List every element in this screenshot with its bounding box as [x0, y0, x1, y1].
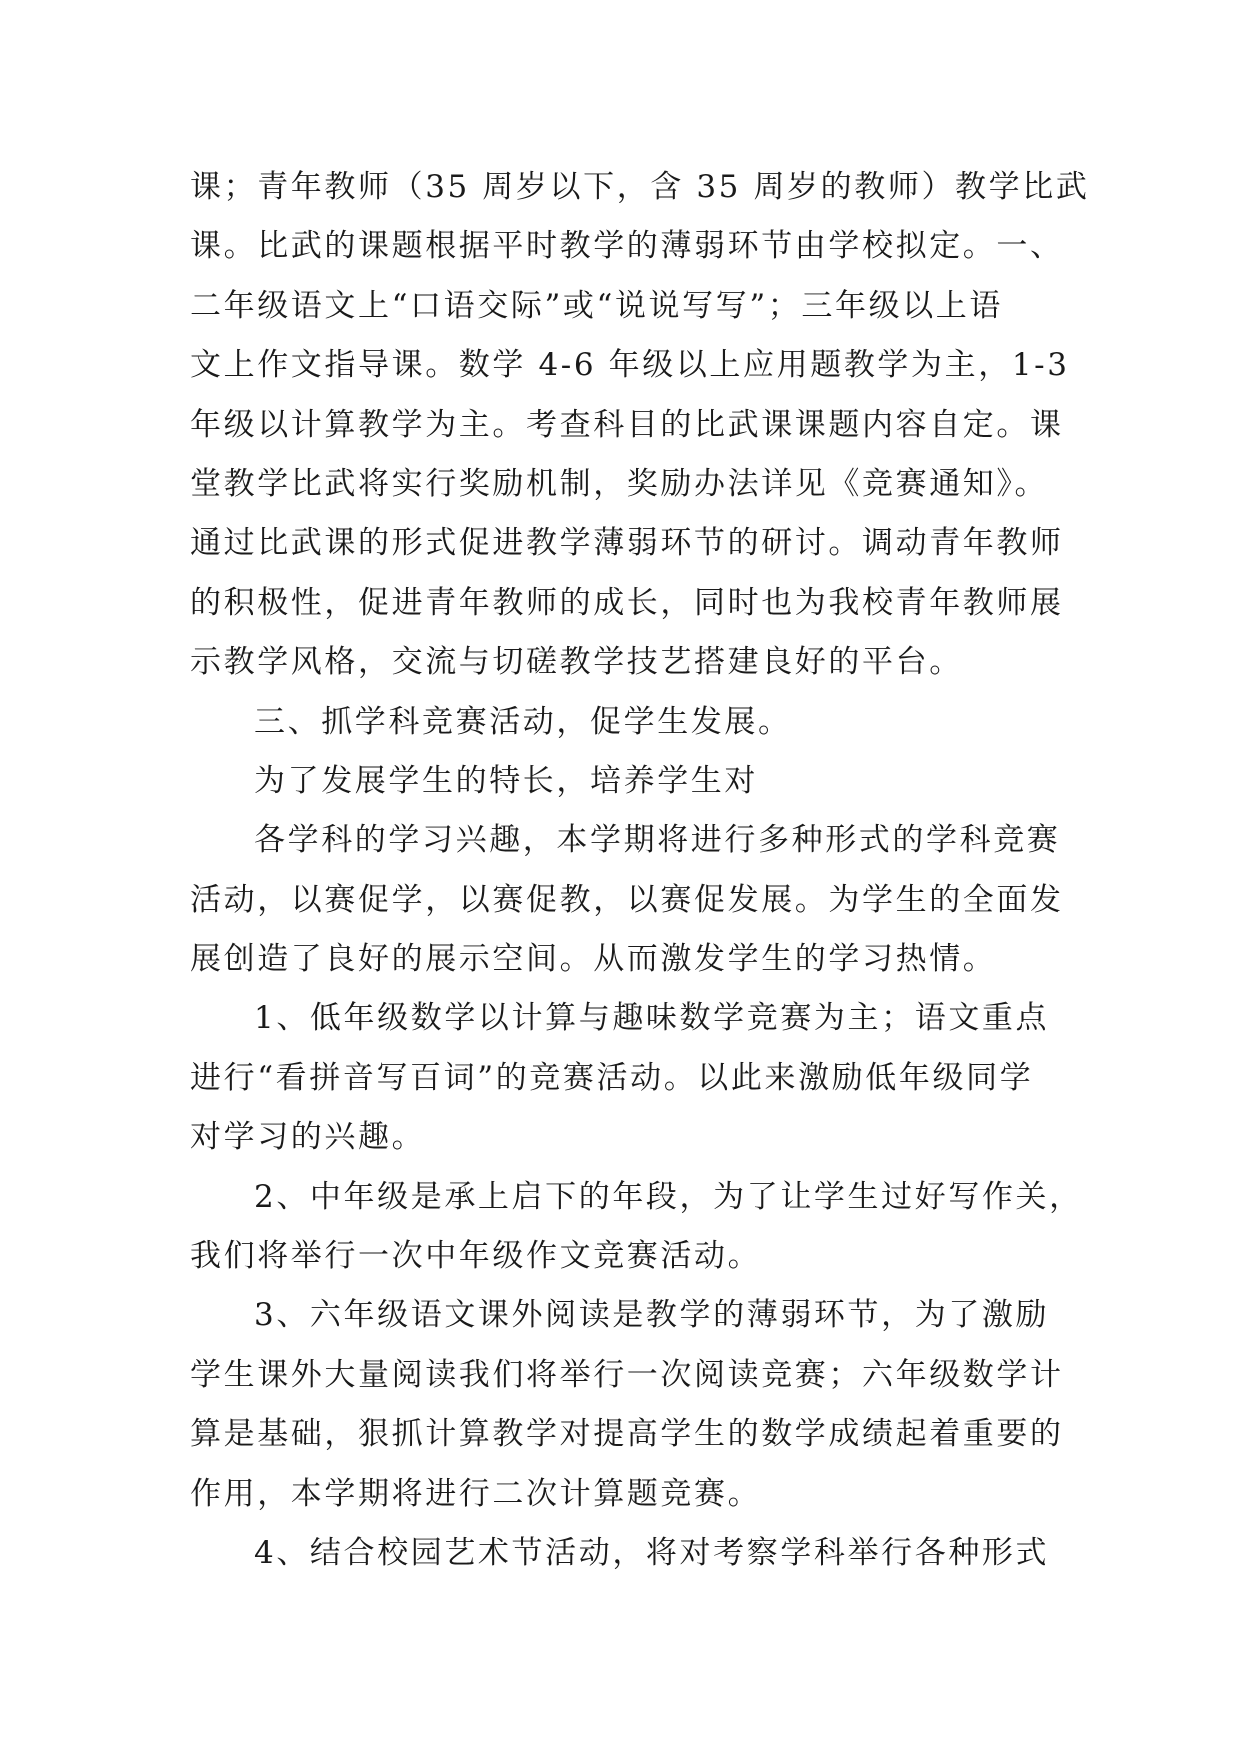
text-line: 展创造了良好的展示空间。从而激发学生的学习热情。 [190, 941, 997, 978]
text-line: 学生课外大量阅读我们将举行一次阅读竞赛；六年级数学计 [190, 1356, 1064, 1393]
list-item-3: 3、六年级语文课外阅读是教学的薄弱环节，为了激励 [254, 1297, 1050, 1334]
text-line: 各学科的学习兴趣，本学期将进行多种形式的学科竞赛 [254, 822, 1061, 859]
list-item-1: 1、低年级数学以计算与趣味数学竞赛为主；语文重点 [254, 1000, 1050, 1037]
text-line: 活动，以赛促学，以赛促教，以赛促发展。为学生的全面发 [190, 881, 1064, 918]
text-line: 作用，本学期将进行二次计算题竞赛。 [190, 1475, 762, 1512]
text-line: 对学习的兴趣。 [190, 1119, 426, 1156]
section-heading: 三、抓学科竞赛活动，促学生发展。 [254, 703, 792, 740]
list-item-4: 4、结合校园艺术节活动，将对考察学科举行各种形式 [254, 1534, 1050, 1571]
text-line: 的积极性，促进青年教师的成长，同时也为我校青年教师展 [190, 584, 1064, 621]
text-line: 二年级语文上“口语交际”或“说说写写”；三年级以上语 [190, 287, 1003, 324]
text-line: 通过比武课的形式促进教学薄弱环节的研讨。调动青年教师 [190, 525, 1064, 562]
text-line: 进行“看拼音写百词”的竞赛活动。以此来激励低年级同学 [190, 1059, 1034, 1096]
text-line: 我们将举行一次中年级作文竞赛活动。 [190, 1238, 762, 1275]
text-line: 课；青年教师（35 周岁以下，含 35 周岁的教师）教学比武 [190, 169, 1090, 205]
text-line: 年级以计算教学为主。考查科目的比武课课题内容自定。课 [190, 406, 1064, 443]
text-line: 堂教学比武将实行奖励机制，奖励办法详见《竞赛通知》。 [190, 465, 1049, 502]
text-line: 课。比武的课题根据平时教学的薄弱环节由学校拟定。一、 [190, 228, 1064, 265]
list-item-2: 2、中年级是承上启下的年段，为了让学生过好写作关， [254, 1178, 1083, 1215]
text-line: 为了发展学生的特长，培养学生对 [254, 762, 758, 799]
text-line: 文上作文指导课。数学 4-6 年级以上应用题教学为主，1-3 [190, 347, 1070, 384]
text-line: 示教学风格，交流与切磋教学技艺搭建良好的平台。 [190, 644, 963, 681]
document-body [190, 158, 1090, 1583]
text-line: 算是基础，狠抓计算教学对提高学生的数学成绩起着重要的 [190, 1416, 1064, 1453]
